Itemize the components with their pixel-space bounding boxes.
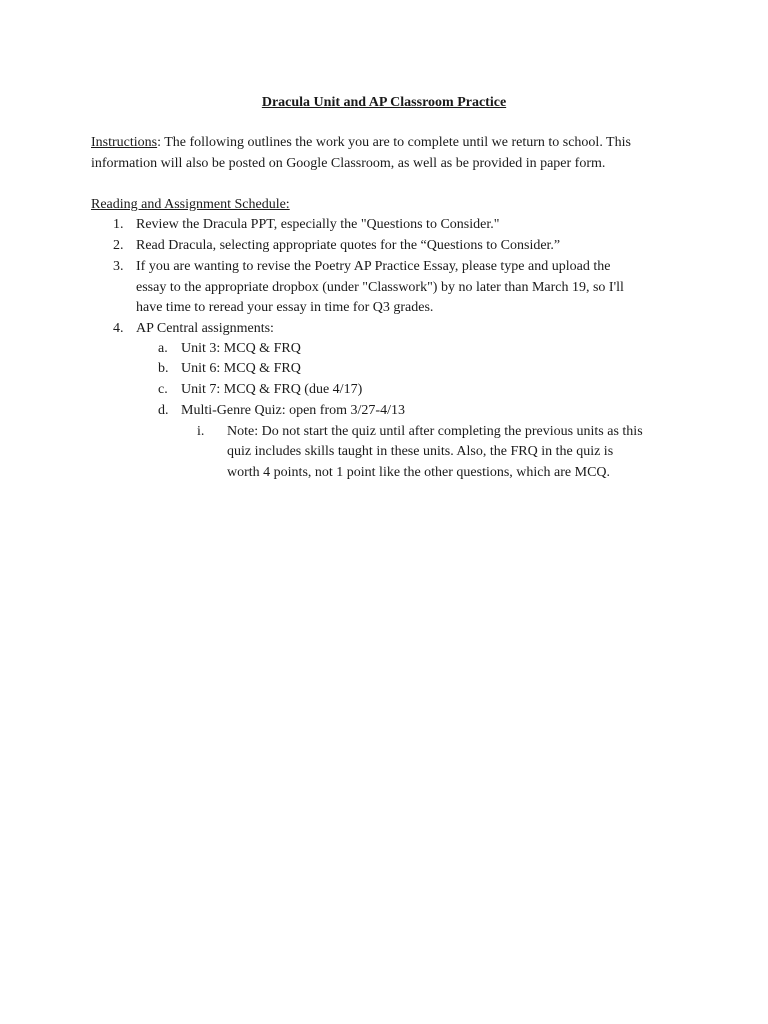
- list-item-2: Read Dracula, selecting appropriate quotes for the “Questions to Consider.”: [136, 238, 561, 253]
- schedule-heading: Reading and Assignment Schedule:: [91, 197, 290, 212]
- sublist-item-d: Multi-Genre Quiz: open from 3/27-4/13: [181, 403, 405, 418]
- list-item-3-line-3: have time to reread your essay in time for Q3 grades.: [136, 300, 434, 315]
- note-line-1: Note: Do not start the quiz until after completing the previous units as this: [227, 424, 643, 439]
- instructions-label: Instructions: [91, 135, 158, 150]
- list-item-3-line-1: If you are wanting to revise the Poetry AP Practice Essay, please type and upload the: [136, 259, 611, 274]
- instructions-text-1: : The following outlines the work you are to complete until we return to school. This: [157, 135, 631, 150]
- list-marker-2: 2.: [113, 238, 124, 253]
- sublist-marker-d: d.: [158, 403, 169, 418]
- sublist-item-a: Unit 3: MCQ & FRQ: [181, 341, 301, 356]
- list-marker-4: 4.: [113, 321, 124, 336]
- list-item-1: Review the Dracula PPT, especially the "Questions to Consider.": [136, 217, 500, 232]
- sublist-marker-a: a.: [158, 341, 168, 356]
- note-line-3: worth 4 points, not 1 point like the other questions, which are MCQ.: [227, 465, 611, 480]
- list-marker-3: 3.: [113, 259, 124, 274]
- list-item-4: AP Central assignments:: [136, 321, 274, 336]
- note-marker: i.: [197, 424, 205, 439]
- list-marker-1: 1.: [113, 217, 124, 232]
- list-item-3-line-2: essay to the appropriate dropbox (under "Classwork") by no later than March 19, so I'll: [136, 280, 624, 295]
- note-line-2: quiz includes skills taught in these units. Also, the FRQ in the quiz is: [227, 444, 614, 459]
- sublist-marker-c: c.: [158, 382, 168, 397]
- sublist-marker-b: b.: [158, 361, 169, 376]
- instructions-line-1: [91, 134, 631, 152]
- sublist-item-c: Unit 7: MCQ & FRQ (due 4/17): [181, 382, 363, 397]
- instructions-line-2: information will also be posted on Google Classroom, as well as be provided in paper form.: [91, 156, 606, 171]
- sublist-item-b: Unit 6: MCQ & FRQ: [181, 361, 301, 376]
- document-title: Dracula Unit and AP Classroom Practice: [261, 95, 507, 110]
